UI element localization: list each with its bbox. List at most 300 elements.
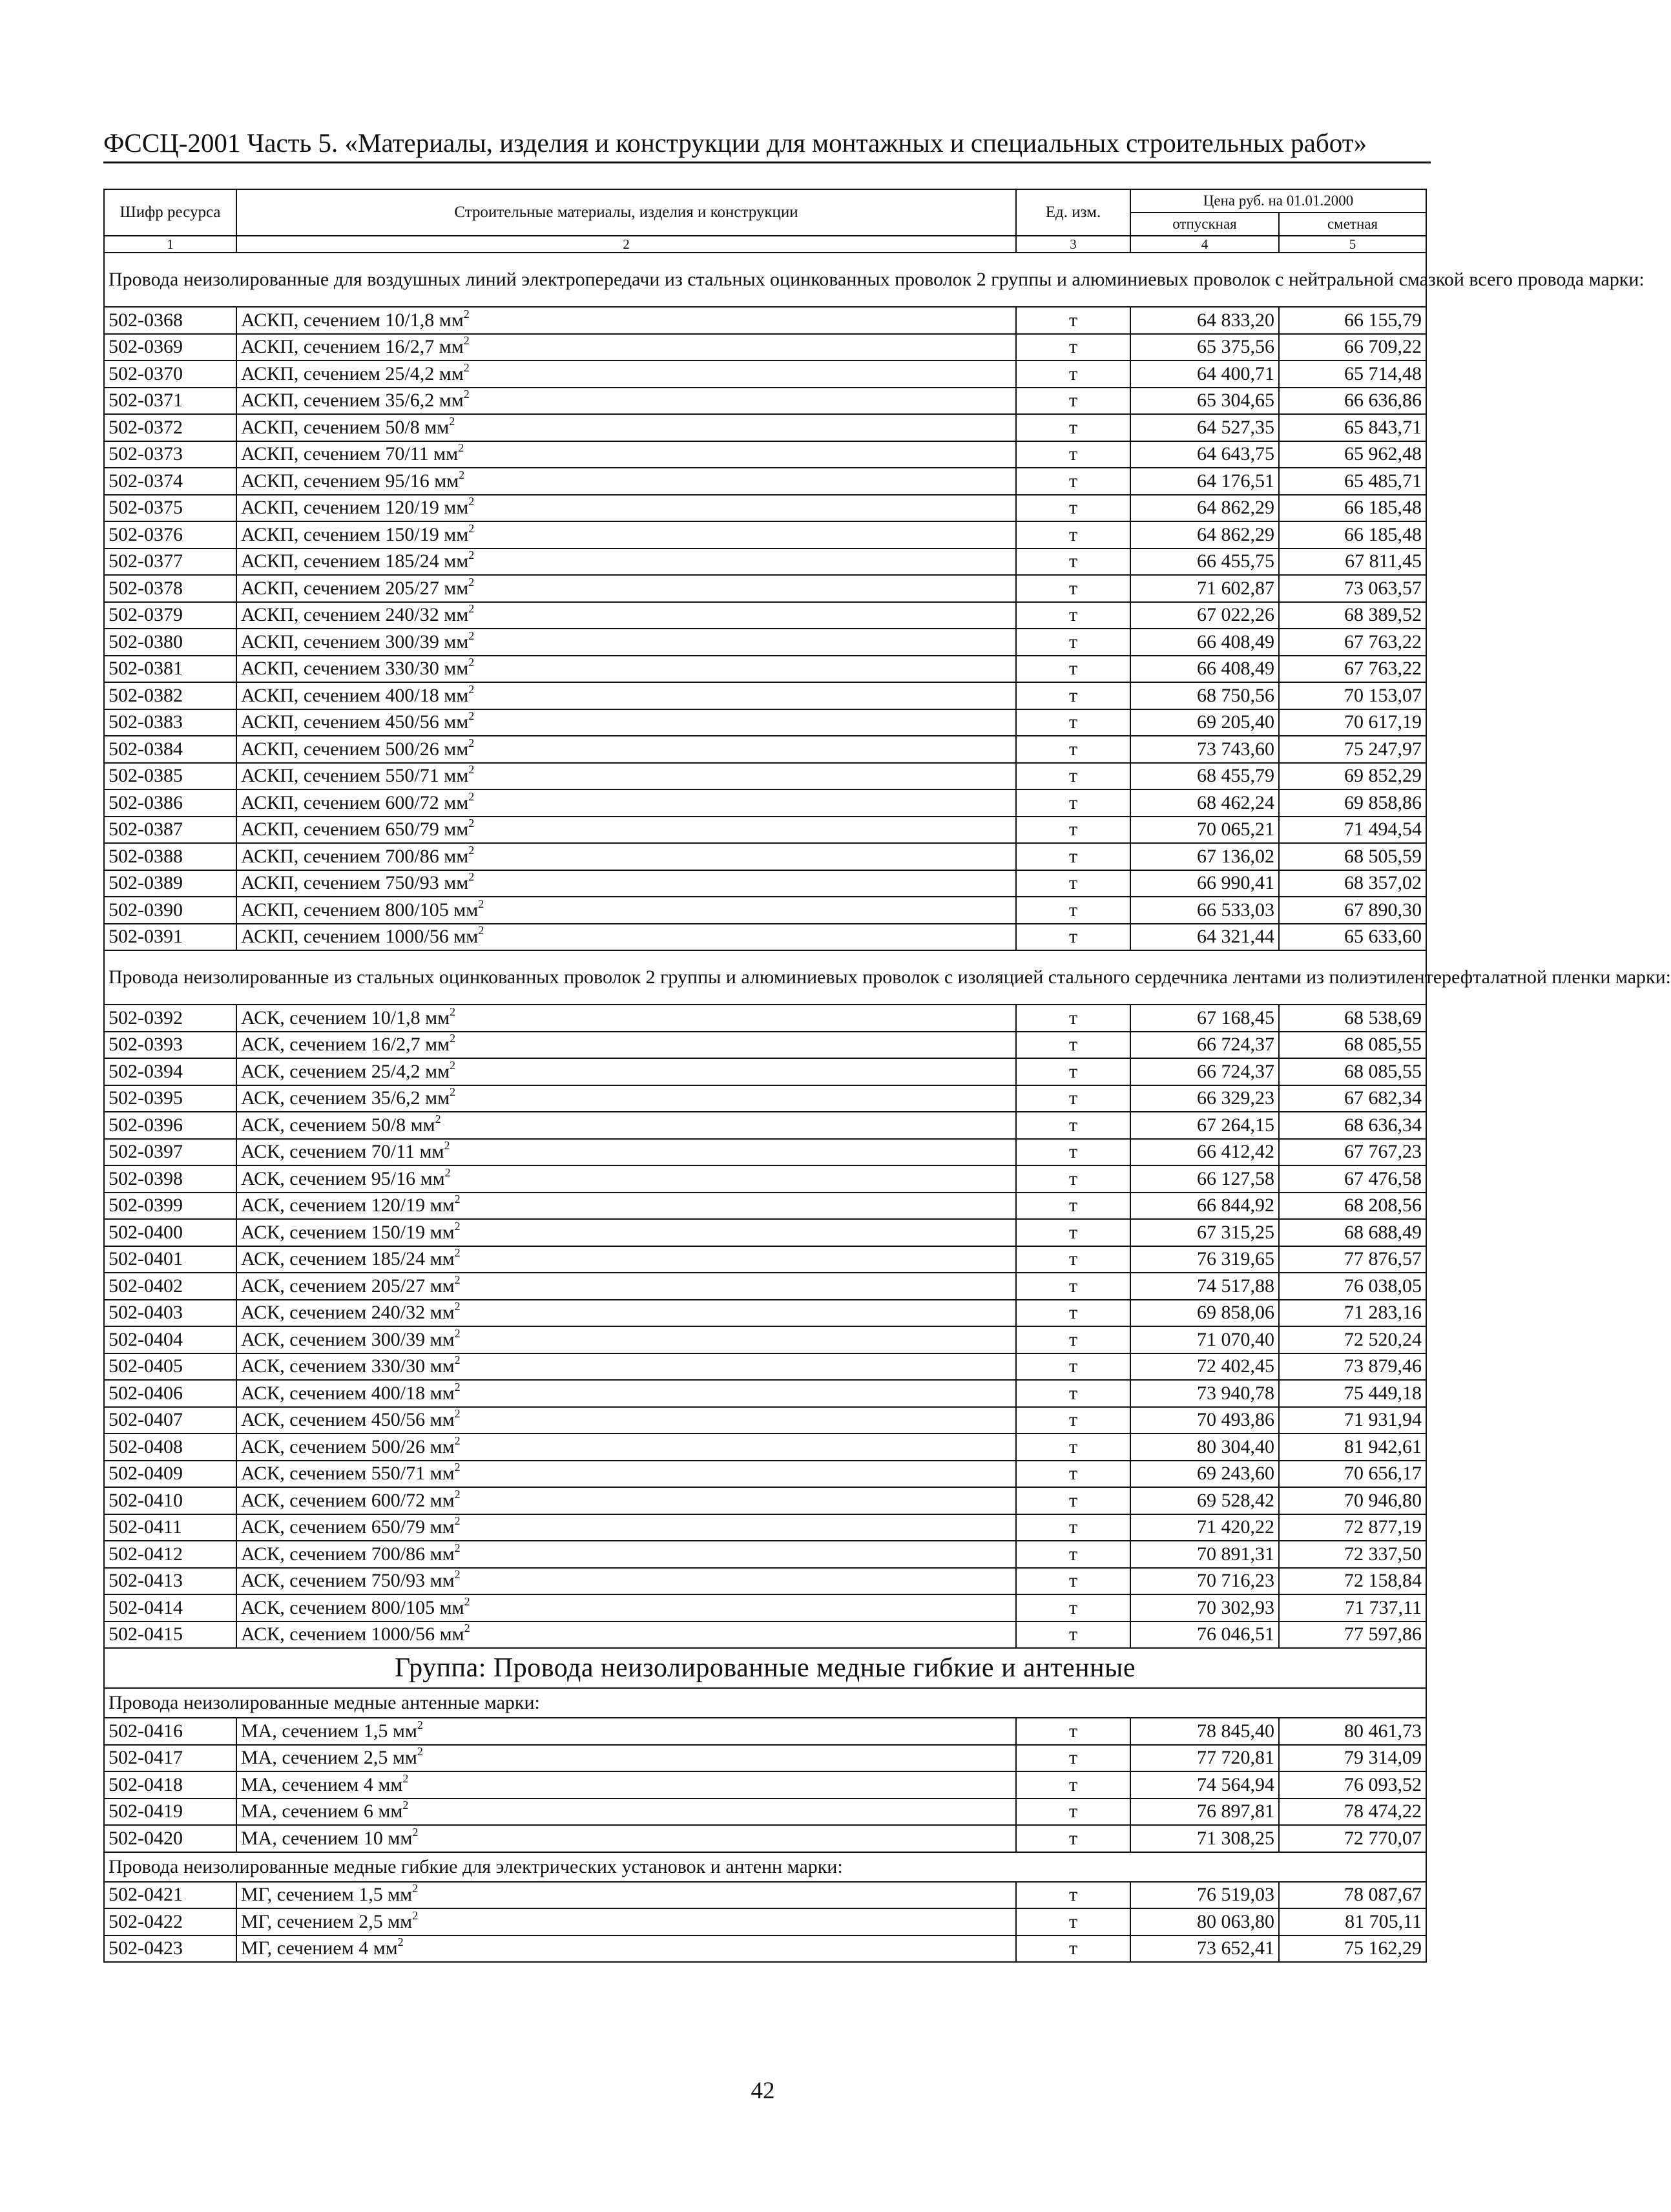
price-est: 67 767,23 xyxy=(1279,1139,1426,1166)
material-name-text: АСК, сечением 240/32 мм xyxy=(241,1302,455,1324)
price-est: 66 636,86 xyxy=(1279,388,1426,415)
unit: т xyxy=(1016,1380,1130,1407)
unit: т xyxy=(1016,1112,1130,1139)
unit-superscript: 2 xyxy=(454,1326,461,1340)
price-est: 65 633,60 xyxy=(1279,924,1426,951)
price-out: 66 724,37 xyxy=(1130,1058,1279,1085)
material-name-text: АСК, сечением 750/93 мм xyxy=(241,1570,455,1592)
material-name xyxy=(236,1461,1016,1488)
unit: т xyxy=(1016,1032,1130,1059)
unit: т xyxy=(1016,924,1130,951)
subsection-heading-row xyxy=(104,1688,1426,1718)
table-row xyxy=(104,1434,1426,1461)
material-name-text: МГ, сечением 4 мм xyxy=(241,1937,398,1959)
unit: т xyxy=(1016,1594,1130,1622)
table-row xyxy=(104,1541,1426,1568)
price-est: 68 505,59 xyxy=(1279,843,1426,870)
material-name-text: АСКП, сечением 500/26 мм xyxy=(241,738,469,760)
resource-code: 502-0418 xyxy=(104,1771,236,1799)
unit: т xyxy=(1016,1936,1130,1963)
unit-superscript: 2 xyxy=(454,1273,461,1286)
table-row xyxy=(104,1273,1426,1300)
table-row xyxy=(104,1326,1426,1353)
resource-code: 502-0406 xyxy=(104,1380,236,1407)
material-name-text: АСКП, сечением 400/18 мм xyxy=(241,684,469,706)
price-est: 66 155,79 xyxy=(1279,307,1426,334)
material-name-text: АСК, сечением 300/39 мм xyxy=(241,1328,455,1350)
material-name xyxy=(236,388,1016,415)
resource-code: 502-0416 xyxy=(104,1718,236,1745)
col-name-header: Строительные материалы, изделия и конструкции xyxy=(236,189,1016,236)
unit-superscript: 2 xyxy=(444,1139,450,1153)
resource-code: 502-0385 xyxy=(104,763,236,790)
price-out: 65 304,65 xyxy=(1130,388,1279,415)
price-est: 67 763,22 xyxy=(1279,629,1426,656)
table-row xyxy=(104,1353,1426,1381)
unit-superscript: 2 xyxy=(454,1219,461,1233)
price-est: 77 597,86 xyxy=(1279,1622,1426,1649)
table-row xyxy=(104,1193,1426,1220)
price-est: 71 283,16 xyxy=(1279,1300,1426,1327)
group-heading-row xyxy=(104,1648,1426,1688)
resource-code: 502-0381 xyxy=(104,656,236,683)
price-out: 71 070,40 xyxy=(1130,1326,1279,1353)
material-name xyxy=(236,1541,1016,1568)
col-price-est-header: сметная xyxy=(1279,213,1426,236)
material-name-text: АСКП, сечением 800/105 мм xyxy=(241,899,479,921)
unit: т xyxy=(1016,1718,1130,1745)
price-est: 75 162,29 xyxy=(1279,1936,1426,1963)
material-name-text: МГ, сечением 2,5 мм xyxy=(241,1910,413,1932)
table-row xyxy=(104,414,1426,441)
price-est: 72 877,19 xyxy=(1279,1514,1426,1541)
price-out: 73 743,60 xyxy=(1130,736,1279,763)
material-name xyxy=(236,789,1016,817)
table-row xyxy=(104,495,1426,522)
resource-code: 502-0380 xyxy=(104,629,236,656)
material-name-text: АСК, сечением 800/105 мм xyxy=(241,1596,464,1618)
material-name-text: МА, сечением 1,5 мм xyxy=(241,1720,417,1742)
table-row xyxy=(104,1139,1426,1166)
resource-code: 502-0398 xyxy=(104,1165,236,1193)
material-name-text: МА, сечением 2,5 мм xyxy=(241,1747,417,1769)
resource-code: 502-0390 xyxy=(104,897,236,924)
resource-code: 502-0411 xyxy=(104,1514,236,1541)
unit: т xyxy=(1016,1139,1130,1166)
material-name-text: АСКП, сечением 330/30 мм xyxy=(241,658,469,680)
unit: т xyxy=(1016,1568,1130,1595)
price-out: 64 400,71 xyxy=(1130,360,1279,388)
material-name-text: АСКП, сечением 150/19 мм xyxy=(241,523,469,545)
table-row xyxy=(104,521,1426,548)
unit-superscript: 2 xyxy=(412,1882,419,1895)
unit-superscript: 2 xyxy=(463,334,470,348)
table-row xyxy=(104,1745,1426,1772)
price-out: 73 940,78 xyxy=(1130,1380,1279,1407)
resource-code: 502-0412 xyxy=(104,1541,236,1568)
price-out: 64 862,29 xyxy=(1130,495,1279,522)
price-out: 76 319,65 xyxy=(1130,1246,1279,1273)
resource-code: 502-0377 xyxy=(104,548,236,576)
unit-superscript: 2 xyxy=(468,548,475,562)
subsection-heading: Провода неизолированные медные антенные марки: xyxy=(104,1688,1426,1718)
resource-code: 502-0414 xyxy=(104,1594,236,1622)
material-name-text: АСК, сечением 35/6,2 мм xyxy=(241,1087,450,1109)
table-row xyxy=(104,629,1426,656)
price-out: 66 533,03 xyxy=(1130,897,1279,924)
resource-code: 502-0384 xyxy=(104,736,236,763)
table-row xyxy=(104,1568,1426,1595)
unit: т xyxy=(1016,817,1130,844)
table-row xyxy=(104,1622,1426,1649)
material-name xyxy=(236,1032,1016,1059)
resource-code: 502-0376 xyxy=(104,521,236,548)
unit: т xyxy=(1016,843,1130,870)
unit-superscript: 2 xyxy=(454,1407,461,1421)
price-out: 64 527,35 xyxy=(1130,414,1279,441)
unit: т xyxy=(1016,1771,1130,1799)
resource-code: 502-0415 xyxy=(104,1622,236,1649)
material-name-text: АСКП, сечением 750/93 мм xyxy=(241,872,469,894)
subsection-heading-row xyxy=(104,1852,1426,1882)
unit-superscript: 2 xyxy=(463,388,470,401)
table-row xyxy=(104,1936,1426,1963)
unit-superscript: 2 xyxy=(468,709,475,723)
resource-code: 502-0422 xyxy=(104,1908,236,1936)
table-row xyxy=(104,1165,1426,1193)
price-est: 80 461,73 xyxy=(1279,1718,1426,1745)
price-est: 73 063,57 xyxy=(1279,575,1426,602)
table-row xyxy=(104,1085,1426,1112)
material-name xyxy=(236,1273,1016,1300)
price-est: 72 158,84 xyxy=(1279,1568,1426,1595)
price-est: 70 153,07 xyxy=(1279,682,1426,709)
material-name xyxy=(236,1219,1016,1246)
material-name xyxy=(236,1005,1016,1032)
price-est: 68 085,55 xyxy=(1279,1058,1426,1085)
price-est: 66 185,48 xyxy=(1279,521,1426,548)
resource-code: 502-0407 xyxy=(104,1407,236,1434)
unit: т xyxy=(1016,763,1130,790)
subsection-heading-row xyxy=(104,950,1426,1005)
material-name xyxy=(236,1326,1016,1353)
table-row xyxy=(104,602,1426,629)
unit: т xyxy=(1016,1058,1130,1085)
col-number-5: 5 xyxy=(1279,236,1426,253)
table-row xyxy=(104,1461,1426,1488)
price-est: 68 357,02 xyxy=(1279,870,1426,897)
table-row xyxy=(104,1594,1426,1622)
price-est: 65 485,71 xyxy=(1279,468,1426,495)
price-out: 69 243,60 xyxy=(1130,1461,1279,1488)
unit: т xyxy=(1016,656,1130,683)
material-name-text: АСКП, сечением 550/71 мм xyxy=(241,765,469,787)
price-out: 67 136,02 xyxy=(1130,843,1279,870)
material-name xyxy=(236,360,1016,388)
price-est: 77 876,57 xyxy=(1279,1246,1426,1273)
resource-code: 502-0423 xyxy=(104,1936,236,1963)
price-est: 67 890,30 xyxy=(1279,897,1426,924)
material-name-text: АСКП, сечением 1000/56 мм xyxy=(241,926,479,948)
price-est: 72 770,07 xyxy=(1279,1825,1426,1852)
unit-superscript: 2 xyxy=(417,1718,423,1731)
material-name xyxy=(236,521,1016,548)
unit: т xyxy=(1016,629,1130,656)
unit-superscript: 2 xyxy=(402,1771,409,1785)
material-name xyxy=(236,334,1016,361)
price-out: 67 022,26 xyxy=(1130,602,1279,629)
unit: т xyxy=(1016,307,1130,334)
material-name xyxy=(236,1882,1016,1909)
price-est: 68 085,55 xyxy=(1279,1032,1426,1059)
unit: т xyxy=(1016,1514,1130,1541)
price-out: 69 528,42 xyxy=(1130,1487,1279,1514)
unit: т xyxy=(1016,1799,1130,1826)
material-name-text: АСК, сечением 50/8 мм xyxy=(241,1114,435,1136)
material-name xyxy=(236,1745,1016,1772)
unit: т xyxy=(1016,1461,1130,1488)
unit-superscript: 2 xyxy=(412,1825,419,1839)
unit: т xyxy=(1016,575,1130,602)
table-row xyxy=(104,548,1426,576)
resource-code: 502-0375 xyxy=(104,495,236,522)
material-name-text: АСКП, сечением 120/19 мм xyxy=(241,497,469,519)
material-name-text: АСКП, сечением 240/32 мм xyxy=(241,604,469,626)
resource-code: 502-0370 xyxy=(104,360,236,388)
material-name xyxy=(236,1825,1016,1852)
price-est: 70 946,80 xyxy=(1279,1487,1426,1514)
resource-code: 502-0394 xyxy=(104,1058,236,1085)
price-est: 71 737,11 xyxy=(1279,1594,1426,1622)
material-name xyxy=(236,1300,1016,1327)
material-name xyxy=(236,1908,1016,1936)
unit: т xyxy=(1016,441,1130,468)
table-body xyxy=(104,253,1671,1962)
unit: т xyxy=(1016,360,1130,388)
unit: т xyxy=(1016,1407,1130,1434)
price-est: 66 185,48 xyxy=(1279,495,1426,522)
table-row xyxy=(104,1219,1426,1246)
unit: т xyxy=(1016,334,1130,361)
price-out: 66 329,23 xyxy=(1130,1085,1279,1112)
material-name-text: АСК, сечением 550/71 мм xyxy=(241,1463,455,1485)
table-row xyxy=(104,1771,1426,1799)
material-name-text: АСК, сечением 185/24 мм xyxy=(241,1248,455,1270)
price-out: 73 652,41 xyxy=(1130,1936,1279,1963)
table-row xyxy=(104,897,1426,924)
resource-code: 502-0371 xyxy=(104,388,236,415)
resource-code: 502-0404 xyxy=(104,1326,236,1353)
unit-superscript: 2 xyxy=(464,1622,470,1635)
price-out: 66 724,37 xyxy=(1130,1032,1279,1059)
table-row xyxy=(104,307,1426,334)
material-name-text: АСК, сечением 70/11 мм xyxy=(241,1141,444,1163)
table-row xyxy=(104,468,1426,495)
price-est: 67 682,34 xyxy=(1279,1085,1426,1112)
unit: т xyxy=(1016,870,1130,897)
price-out: 71 308,25 xyxy=(1130,1825,1279,1852)
price-out: 70 493,86 xyxy=(1130,1407,1279,1434)
col-unit-header: Ед. изм. xyxy=(1016,189,1130,236)
price-out: 71 420,22 xyxy=(1130,1514,1279,1541)
unit-superscript: 2 xyxy=(454,1300,461,1313)
table-row xyxy=(104,1799,1426,1826)
material-name xyxy=(236,1407,1016,1434)
table-row xyxy=(104,441,1426,468)
unit: т xyxy=(1016,1085,1130,1112)
unit-superscript: 2 xyxy=(458,441,464,455)
resource-code: 502-0387 xyxy=(104,817,236,844)
table-row xyxy=(104,360,1426,388)
price-est: 69 852,29 xyxy=(1279,763,1426,790)
resource-code: 502-0373 xyxy=(104,441,236,468)
material-name xyxy=(236,897,1016,924)
unit-superscript: 2 xyxy=(450,1005,456,1018)
unit: т xyxy=(1016,1300,1130,1327)
unit-superscript: 2 xyxy=(454,1541,461,1554)
unit: т xyxy=(1016,1622,1130,1649)
material-name xyxy=(236,1622,1016,1649)
material-name-text: АСК, сечением 650/79 мм xyxy=(241,1516,455,1538)
material-name xyxy=(236,1718,1016,1745)
table-row xyxy=(104,334,1426,361)
table-row xyxy=(104,1718,1426,1745)
price-est: 66 709,22 xyxy=(1279,334,1426,361)
material-name xyxy=(236,602,1016,629)
subsection-heading-row xyxy=(104,253,1426,307)
unit-superscript: 2 xyxy=(468,736,475,749)
price-out: 66 455,75 xyxy=(1130,548,1279,576)
price-out: 64 862,29 xyxy=(1130,521,1279,548)
subsection-heading: Провода неизолированные для воздушных линий электропередачи из стальных оцинкованных проволок 2 группы и алюминиевых проволок с нейтральной смазкой всего провода марки: xyxy=(104,253,1426,307)
material-name-text: АСК, сечением 700/86 мм xyxy=(241,1543,455,1565)
price-est: 67 811,45 xyxy=(1279,548,1426,576)
group-heading: Группа: Провода неизолированные медные гибкие и антенные xyxy=(104,1648,1426,1688)
material-name xyxy=(236,1139,1016,1166)
col-price-out-header: отпускная xyxy=(1130,213,1279,236)
unit-superscript: 2 xyxy=(468,843,475,857)
material-name-text: АСКП, сечением 16/2,7 мм xyxy=(241,336,464,358)
material-name-text: АСКП, сечением 50/8 мм xyxy=(241,416,450,438)
unit-superscript: 2 xyxy=(468,789,475,803)
material-name xyxy=(236,656,1016,683)
price-est: 71 494,54 xyxy=(1279,817,1426,844)
unit-superscript: 2 xyxy=(454,1434,461,1447)
material-name-text: АСКП, сечением 650/79 мм xyxy=(241,819,469,840)
table-row xyxy=(104,575,1426,602)
price-est: 65 843,71 xyxy=(1279,414,1426,441)
price-est: 65 714,48 xyxy=(1279,360,1426,388)
material-name-text: АСКП, сечением 185/24 мм xyxy=(241,550,469,572)
price-table xyxy=(103,189,1671,1963)
subsection-heading: Провода неизолированные из стальных оцинкованных проволок 2 группы и алюминиевых проволок с изоляцией стального сердечника лентами из полиэтилентерефталатной пленки марки: xyxy=(104,950,1426,1005)
material-name-text: АСК, сечением 150/19 мм xyxy=(241,1221,455,1243)
material-name xyxy=(236,1936,1016,1963)
unit-superscript: 2 xyxy=(468,817,475,830)
price-out: 76 519,03 xyxy=(1130,1882,1279,1909)
material-name xyxy=(236,1799,1016,1826)
material-name xyxy=(236,629,1016,656)
resource-code: 502-0403 xyxy=(104,1300,236,1327)
resource-code: 502-0402 xyxy=(104,1273,236,1300)
unit: т xyxy=(1016,1487,1130,1514)
unit: т xyxy=(1016,521,1130,548)
resource-code: 502-0392 xyxy=(104,1005,236,1032)
unit: т xyxy=(1016,495,1130,522)
material-name-text: АСК, сечением 95/16 мм xyxy=(241,1167,445,1189)
unit-superscript: 2 xyxy=(464,1594,470,1608)
price-out: 76 046,51 xyxy=(1130,1622,1279,1649)
unit-superscript: 2 xyxy=(468,521,475,535)
material-name-text: АСК, сечением 120/19 мм xyxy=(241,1195,455,1216)
price-out: 70 302,93 xyxy=(1130,1594,1279,1622)
price-out: 66 844,92 xyxy=(1130,1193,1279,1220)
price-out: 64 176,51 xyxy=(1130,468,1279,495)
unit: т xyxy=(1016,897,1130,924)
resource-code: 502-0389 xyxy=(104,870,236,897)
price-est: 65 962,48 xyxy=(1279,441,1426,468)
price-out: 66 408,49 xyxy=(1130,656,1279,683)
unit: т xyxy=(1016,1005,1130,1032)
price-est: 70 617,19 xyxy=(1279,709,1426,736)
unit: т xyxy=(1016,1908,1130,1936)
price-out: 69 205,40 xyxy=(1130,709,1279,736)
material-name xyxy=(236,441,1016,468)
resource-code: 502-0378 xyxy=(104,575,236,602)
price-out: 64 321,44 xyxy=(1130,924,1279,951)
table-row xyxy=(104,1514,1426,1541)
material-name-text: МА, сечением 6 мм xyxy=(241,1800,403,1822)
material-name xyxy=(236,307,1016,334)
material-name xyxy=(236,1380,1016,1407)
material-name-text: АСКП, сечением 700/86 мм xyxy=(241,845,469,867)
material-name-text: МА, сечением 4 мм xyxy=(241,1773,403,1795)
table-row xyxy=(104,1407,1426,1434)
table-head xyxy=(104,189,1426,253)
unit: т xyxy=(1016,1745,1130,1772)
table-row xyxy=(104,789,1426,817)
unit: т xyxy=(1016,414,1130,441)
price-est: 70 656,17 xyxy=(1279,1461,1426,1488)
price-est: 68 636,34 xyxy=(1279,1112,1426,1139)
material-name-text: АСКП, сечением 10/1,8 мм xyxy=(241,309,464,331)
material-name-text: АСК, сечением 500/26 мм xyxy=(241,1435,455,1457)
material-name xyxy=(236,1568,1016,1595)
unit-superscript: 2 xyxy=(417,1745,423,1758)
material-name xyxy=(236,736,1016,763)
material-name-text: МА, сечением 10 мм xyxy=(241,1827,413,1849)
table-row xyxy=(104,1112,1426,1139)
unit-superscript: 2 xyxy=(454,1380,461,1393)
resource-code: 502-0399 xyxy=(104,1193,236,1220)
material-name-text: АСКП, сечением 300/39 мм xyxy=(241,631,469,652)
price-out: 67 264,15 xyxy=(1130,1112,1279,1139)
resource-code: 502-0401 xyxy=(104,1246,236,1273)
price-out: 64 643,75 xyxy=(1130,441,1279,468)
material-name-text: АСКП, сечением 450/56 мм xyxy=(241,711,469,733)
unit-superscript: 2 xyxy=(468,629,475,642)
material-name-text: АСКП, сечением 205/27 мм xyxy=(241,577,469,599)
table-row xyxy=(104,1908,1426,1936)
price-out: 68 455,79 xyxy=(1130,763,1279,790)
unit-superscript: 2 xyxy=(454,1487,461,1501)
price-out: 64 833,20 xyxy=(1130,307,1279,334)
resource-code: 502-0391 xyxy=(104,924,236,951)
material-name-text: АСК, сечением 600/72 мм xyxy=(241,1489,455,1511)
price-out: 66 408,49 xyxy=(1130,629,1279,656)
unit-superscript: 2 xyxy=(454,1568,461,1581)
unit: т xyxy=(1016,709,1130,736)
